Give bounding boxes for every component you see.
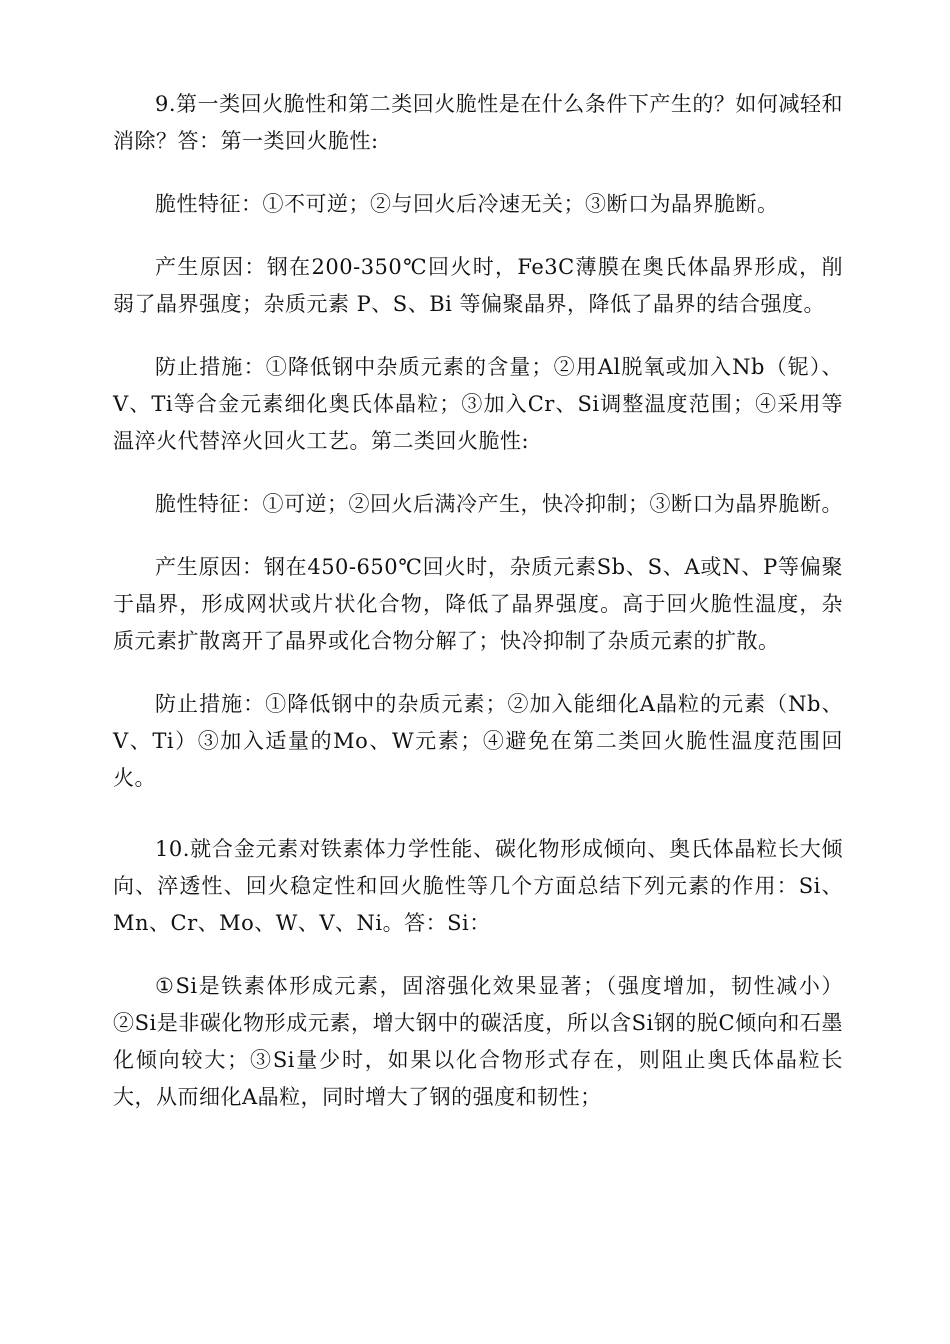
document-page	[113, 86, 843, 1116]
causes-type2: 产生原因：钢在450-650℃回火时，杂质元素Sb、S、A或N、P等偏聚于晶界，形成网状或片状化合物，降低了晶界强度。高于回火脆性温度，杂质元素扩散离开了晶界或化合物分解了；快冷抑制了杂质元素的扩散。	[113, 555, 843, 653]
brittleness-features-type2: 脆性特征：①可逆；②回火后满冷产生，快冷抑制；③断口为晶界脆断。	[155, 492, 843, 516]
question-10-heading: 10.就合金元素对铁素体力学性能、碳化物形成倾向、奥氏体晶粒长大倾向、淬透性、回火稳定性和回火脆性等几个方面总结下列元素的作用：Si、Mn、Cr、Mo、W、V、Ni。答：Si：	[113, 837, 843, 935]
si-effects: ①Si是铁素体形成元素，固溶强化效果显著；（强度增加，韧性减小）②Si是非碳化物形成元素，增大钢中的碳活度，所以含Si钢的脱C倾向和石墨化倾向较大；③Si量少时，如果以化合物形式存在，则阻止奥氏体晶粒长大，从而细化A晶粒，同时增大了钢的强度和韧性；	[113, 974, 843, 1109]
causes-type1: 产生原因：钢在200-350℃回火时，Fe3C薄膜在奥氏体晶界形成，削弱了晶界强度；杂质元素 P、S、Bi 等偏聚晶界，降低了晶界的结合强度。	[113, 255, 843, 316]
prevention-type1: 防止措施：①降低钢中杂质元素的含量；②用Al脱氧或加入Nb（铌）、V、Ti等合金元素细化奥氏体晶粒；③加入Cr、Si调整温度范围；④采用等温淬火代替淬火回火工艺。第二类回火脆性:	[113, 355, 843, 453]
prevention-type2: 防止措施：①降低钢中的杂质元素；②加入能细化A晶粒的元素（Nb、V、Ti）③加入适量的Mo、W元素；④避免在第二类回火脆性温度范围回火。	[113, 692, 843, 790]
question-9-heading: 9.第一类回火脆性和第二类回火脆性是在什么条件下产生的？如何减轻和消除？答：第一类回火脆性:	[113, 92, 843, 153]
brittleness-features-type1: 脆性特征：①不可逆；②与回火后冷速无关；③断口为晶界脆断。	[155, 192, 779, 216]
